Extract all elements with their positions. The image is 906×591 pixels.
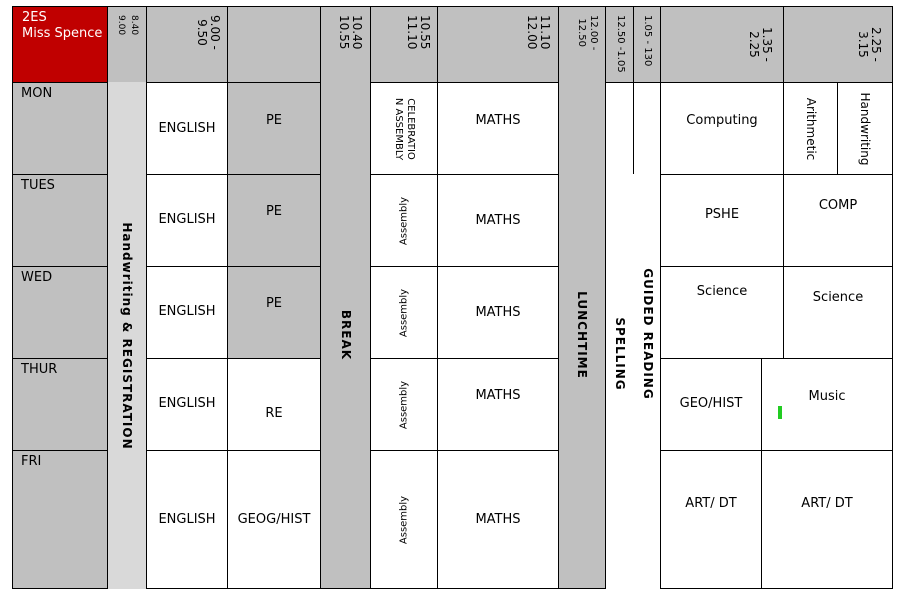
lesson-mon-english [146,82,228,175]
lesson-wed-pe [227,266,321,359]
lesson-fri-art-dt [660,450,762,589]
lesson-label: MATHS [475,512,521,527]
time-end: 9.00 [116,15,126,36]
lesson-label: PE [265,204,283,219]
time-header-0225 [783,6,893,83]
lesson-label-line2: N ASSEMBLY [393,97,404,160]
lesson-label: PE [265,113,283,128]
lesson-tues-assembly [370,174,438,267]
time-end: 12.50 [576,18,587,48]
lesson-label: MATHS [475,305,521,320]
time-end: 2.25 [747,31,761,58]
spelling-mon-cell [605,82,634,175]
day-label: MON [21,86,53,101]
lesson-label: ENGLISH [158,396,216,411]
time-start: 8.40 [129,15,139,36]
time-start: 10.55 [418,15,432,50]
lesson-thur-english [146,358,228,451]
guided-reading-mon-cell [633,82,661,175]
day-cell-mon [12,82,108,175]
lesson-label: Assembly [398,196,410,245]
lesson-fri-art-dt-2 [761,450,893,589]
lesson-wed-science [660,266,784,359]
lesson-label: MATHS [475,213,521,228]
lesson-mon-handwriting [837,82,893,175]
time-header-blank [227,6,321,83]
time-end: 10.55 [337,15,351,50]
lesson-mon-computing [660,82,784,175]
lesson-label: ENGLISH [158,512,216,527]
time-header-0135 [660,6,784,83]
time-start: 12.00 - [588,15,599,51]
lesson-mon-arithmetic [783,82,838,175]
lesson-mon-assembly [370,82,438,175]
lesson-label: MATHS [475,388,521,403]
time-header-0840 [107,6,147,83]
break-span [320,82,371,589]
lesson-thur-re [227,358,321,451]
lesson-label: ENGLISH [158,212,216,227]
lesson-tues-pshe [660,174,784,267]
time-header-1200 [558,6,606,83]
time-header-0105 [633,6,661,83]
lesson-label: MATHS [475,113,521,128]
lesson-fri-english [146,450,228,589]
lesson-mon-maths [437,82,559,175]
lesson-label: ENGLISH [158,304,216,319]
lesson-label: PSHE [704,207,740,222]
teacher-name: Miss Spence [22,26,103,41]
registration-span [107,82,147,589]
time-header-1250 [605,6,634,83]
day-label: WED [21,270,53,285]
lesson-label: Science [696,284,748,299]
lesson-label: Computing [686,113,758,128]
time-end: 3.15 [856,31,870,58]
day-cell-wed [12,266,108,359]
lesson-tues-english [146,174,228,267]
day-cell-thur [12,358,108,451]
lesson-label-line1: CELEBRATIO [405,97,416,160]
time-start: 10.40 [350,15,364,50]
registration-label: Handwriting & REGISTRATION [120,221,134,450]
lesson-wed-maths [437,266,559,359]
time-range: 1.05 - 130 [642,15,653,67]
lesson-thur-music [761,358,893,451]
time-range: 12.50 -1.05 [615,15,626,73]
lesson-tues-comp [783,174,893,267]
class-header-cell [12,6,108,83]
lesson-label: GEOG/HIST [237,512,311,527]
class-code: 2ES [22,10,47,25]
lesson-label: Music [808,389,846,404]
green-marker [778,406,782,419]
lesson-thur-geo-hist [660,358,762,451]
lesson-label: COMP [818,198,858,213]
spelling-label: SPELLING [613,317,627,391]
time-start: 2.25 - [869,27,883,62]
time-start: 11.10 [538,15,552,50]
time-start: 1.35 - [760,27,774,62]
lesson-wed-english [146,266,228,359]
break-label: BREAK [338,309,353,361]
lesson-tues-pe [227,174,321,267]
time-end: 12.00 [525,15,539,50]
lesson-label: Science [812,290,864,305]
lunchtime-label: LUNCHTIME [575,291,589,379]
lesson-label: RE [265,406,283,421]
spelling-reading-span [605,174,661,589]
lesson-mon-pe [227,82,321,175]
lesson-label: PE [265,296,283,311]
lesson-fri-maths [437,450,559,589]
time-header-0900 [146,6,228,83]
lesson-label: ENGLISH [158,121,216,136]
lesson-thur-maths [437,358,559,451]
lesson-wed-science-2 [783,266,893,359]
day-label: TUES [21,178,55,193]
time-end: 9.50 [195,19,209,46]
day-cell-fri [12,450,108,589]
lesson-fri-assembly [370,450,438,589]
lesson-label: Assembly [398,288,410,337]
day-label: THUR [21,362,58,377]
lesson-thur-assembly [370,358,438,451]
lesson-label: ART/ DT [685,496,737,511]
guided-reading-label: GUIDED READING [641,268,655,400]
time-start: 9.00 - [208,15,222,50]
lesson-label: GEO/HIST [679,396,743,411]
lesson-fri-geog-hist [227,450,321,589]
lunchtime-span [558,82,606,589]
lesson-label: Assembly [398,380,410,429]
time-header-1055 [370,6,438,83]
lesson-label: Handwriting [858,92,872,165]
day-label: FRI [21,454,42,469]
lesson-tues-maths [437,174,559,267]
time-end: 11.10 [405,15,419,50]
lesson-label: Arithmetic [803,97,818,160]
lesson-label: Assembly [398,495,410,544]
lesson-wed-assembly [370,266,438,359]
time-header-1040 [320,6,371,83]
time-header-1110 [437,6,559,83]
lesson-label: ART/ DT [801,496,853,511]
day-cell-tues [12,174,108,267]
